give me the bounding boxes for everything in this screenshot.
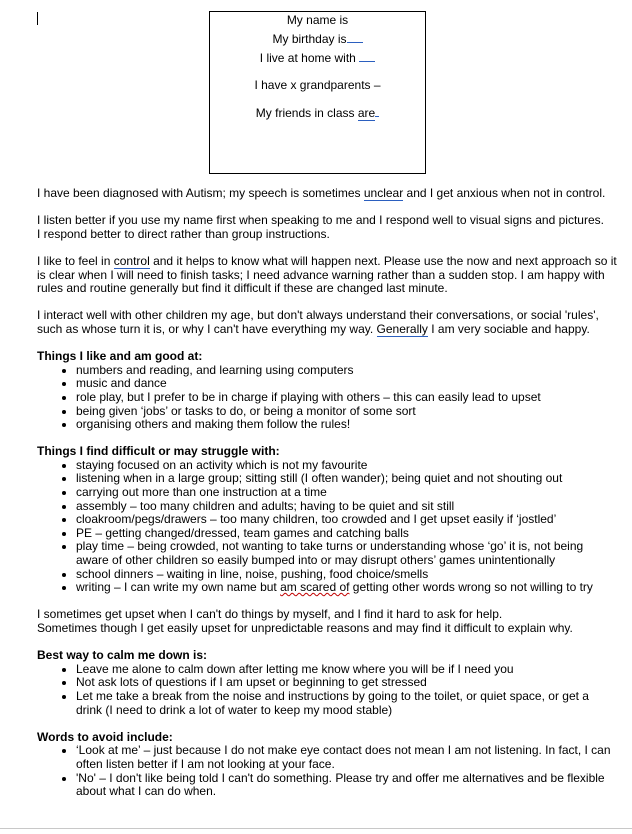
difficult-list (37, 459, 617, 595)
grammar-flag[interactable]: Generally (376, 321, 428, 336)
page-edge (0, 828, 632, 829)
list-item: • staying focused on an activity which is not my favourite (76, 459, 617, 473)
blank-field[interactable] (375, 115, 379, 117)
list-item: • assembly – too many children and adults; having to be quiet and sit still (76, 500, 617, 514)
list-item: • ‘Look at me’ – just because I do not make eye contact does not mean I am not listening. In fact, I can often listen better if I am not looking at your face. (76, 744, 617, 771)
profile-box (209, 11, 426, 174)
spelling-flag[interactable]: am scared of (280, 580, 350, 595)
upset-paragraph: I sometimes get upset when I can't do things by myself, and I find it hard to ask for help. Sometimes though I get easily upset for unpredictable reasons and may find it difficult to explain why. (37, 607, 573, 635)
grandparents-line: I have x grandparents – (254, 78, 381, 92)
list-item: • Let me take a break from the noise and instructions by going to the toilet, or quiet space, or get a drink (I need to drink a lot of water to keep my mood stable) (76, 690, 617, 717)
list-item: • 'No' – I don't like being told I can't do something. Please try and offer me alternatives and be flexible about what I can do when. (76, 772, 617, 799)
listening-paragraph: I listen better if you use my name first when speaking to me and I respond well to visual signs and pictures. I respond better to direct rather than group instructions. (37, 213, 604, 241)
grammar-flag[interactable]: control (113, 253, 150, 268)
home-line: I live at home with (210, 51, 425, 65)
grammar-flag[interactable]: unclear (363, 186, 404, 200)
list-item: • Leave me alone to calm down after letting me know where you will be if I need you (76, 663, 617, 677)
social-paragraph: I interact well with other children my age, but don't always understand their conversations, or social 'rules', such as whose turn it is, or why I can't have everything my way. Generally I am very sociable and happy. (37, 308, 599, 336)
friends-line: My friends in class are (210, 106, 425, 120)
document-body (37, 187, 617, 799)
avoid-heading: Words to avoid include: (37, 729, 173, 744)
blank-field[interactable] (347, 41, 363, 43)
difficult-heading: Things I find difficult or may struggle with: (37, 444, 280, 459)
avoid-list (37, 744, 617, 798)
blank-field[interactable] (359, 60, 375, 62)
list-item: • music and dance (76, 377, 617, 391)
calm-list (37, 663, 617, 717)
control-paragraph: I like to feel in control and it helps to know what will happen next. Please use the now and next approach so it is clear when I will need to finish tasks; I need advance warning rather than a sudden stop. I am happy with rules and routine generally but find it difficult if these are changed last minute. (37, 253, 617, 296)
name-line: My name is (286, 13, 349, 27)
list-item: • listening when in a large group; sitting still (I often wander); being quiet and not shouting out (76, 472, 617, 486)
diagnosis-paragraph: I have been diagnosed with Autism; my speech is sometimes unclear and I get anxious when not in control. (37, 186, 606, 200)
list-item: • being given ‘jobs’ or tasks to do, or being a monitor of some sort (76, 405, 617, 419)
list-item: • carrying out more than one instruction at a time (76, 486, 617, 500)
good-at-list (37, 364, 617, 432)
list-item: • writing – I can write my own name but am scared of getting other words wrong so not willing to try (76, 581, 617, 595)
calm-heading: Best way to calm me down is: (37, 648, 208, 663)
list-item: • PE – getting changed/dressed, team games and catching balls (76, 527, 617, 541)
list-item: • role play, but I prefer to be in charge if playing with others – this can easily lead to upset (76, 391, 617, 405)
text-cursor (37, 12, 38, 25)
list-item: • numbers and reading, and learning using computers (76, 364, 617, 378)
list-item: • Not ask lots of questions if I am upset or beginning to get stressed (76, 676, 617, 690)
grammar-flag[interactable]: are (357, 106, 376, 120)
good-at-heading: Things I like and am good at: (37, 349, 203, 364)
list-item: • cloakroom/pegs/drawers – too many children, too crowded and I get upset easily if ‘jostled’ (76, 513, 617, 527)
list-item: • school dinners – waiting in line, noise, pushing, food choice/smells (76, 568, 617, 582)
birthday-line: My birthday is (210, 32, 425, 46)
list-item: • play time – being crowded, not wanting to take turns or understanding whose ‘go’ it is, not being aware of other children so easily bumped into or may disrupt others’ games unintentionally (76, 540, 617, 567)
list-item: • organising others and making them follow the rules! (76, 418, 617, 432)
